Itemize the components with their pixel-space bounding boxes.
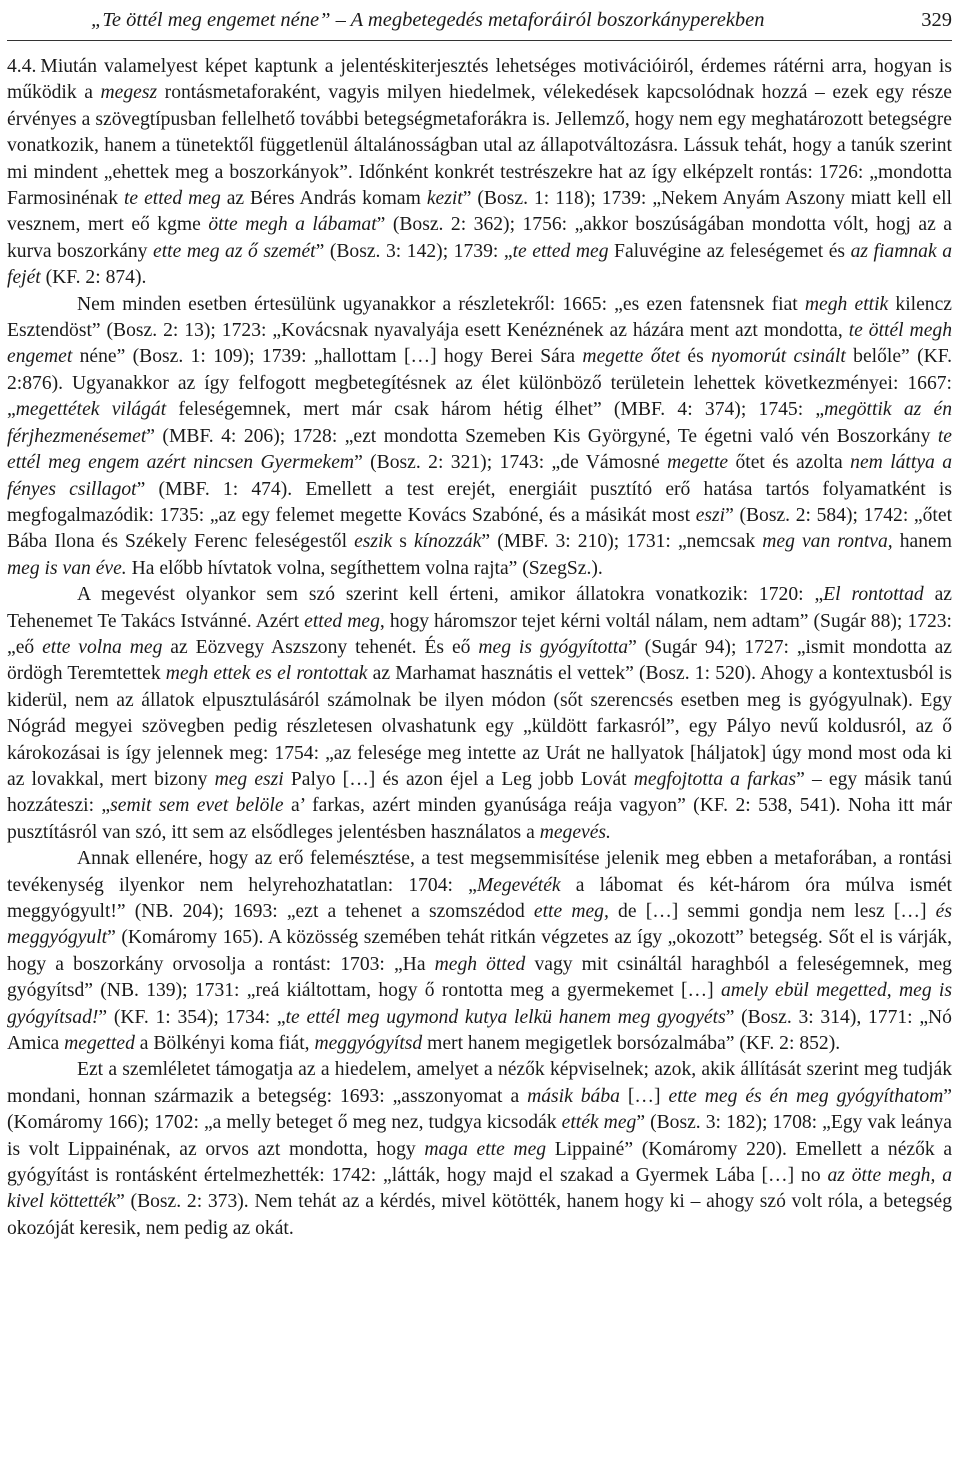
paragraph-3-emphasis: El rontottad [823,584,924,606]
paragraph-2-emphasis: megh ettik [804,293,889,315]
paragraph-4-emphasis: ette meg, [533,901,609,922]
paragraph-1-text: Időnként konkrét testrészekre hat az így elképzelt rontás: 1726: „mondotta Farmosinénak [7,161,952,210]
paragraph-1 [7,54,952,292]
running-header-title: „Te öttél meg engemet néne” – A megbetegedés metaforáiról boszorkányperekben [91,9,765,31]
paragraph-2-emphasis: meg van rontva, [762,531,893,553]
paragraph-2-emphasis: te ettél meg engem azért nincsen Gyermekem [7,425,952,474]
paragraph-1-emphasis: megesz [100,82,158,104]
paragraph-2-emphasis: nyomorút csinált [711,346,846,368]
paragraph-2-text: hanem [892,531,952,553]
paragraph-2-text: néne” (Bosz. 1: 109); 1739: „hallottam […] hogy Berei Sára [72,346,583,368]
paragraph-2-emphasis: eszi [695,504,726,526]
paragraph-1-text: ” (Bosz. 1: 118); 1739: „Nekem Anyám Aszony miatt kell ell vesznem, mert eő kgme [7,188,952,236]
paragraph-1-emphasis: az fiamnak a fejét [7,240,953,289]
paragraph-5-text: ” (Komáromy 166); 1702: „a melly beteget ő meg nez, tudgya kicsodák [7,1085,952,1134]
running-header [7,0,952,40]
paragraph-3-emphasis: meg eszi [214,768,284,790]
paragraph-5-emphasis: másik bába [527,1085,620,1107]
paragraph-2-text: ” (MBF. 1: 474). Emellett a test erejét, energiáit pusztító erő hatása tartós folyamatként is megfogalmazódik: 1735: „az egy felemet megette Kovács Szabóné, és a másikát most [7,478,952,526]
paragraph-2-text: őtet és azolta [728,452,851,474]
paragraph-2-emphasis: megettétek világát [15,399,167,421]
paragraph-1-emphasis: ette meg az ő szemét [153,240,316,262]
paragraph-3-text: , hogy háromszor tejet kérni voltál nálam, nem adtam” (Sugár 88); 1723: „eő [7,610,952,658]
paragraph-2-text: s [392,531,414,553]
paragraph-2-emphasis: meg is van éve. [7,557,127,579]
paragraph-5-emphasis: az ötte megh, a kivel köttették [7,1165,952,1213]
paragraph-4-emphasis: és meggyógyult [7,901,952,949]
paragraph-4-text: ” (KF. 1: 354); 1734: „ [98,1006,286,1028]
paragraph-3-emphasis: megh ettek es el rontottak [165,663,368,685]
paragraph-4-emphasis: amely ebül megetted, meg is gyógyítsad! [7,980,952,1028]
paragraph-3-emphasis: ette volna meg [42,636,163,658]
paragraph-5-text: ” (Bosz. 3: 182); 1708: „Egy vak leánya is volt Lippainénak, az orvos azt mondotta, hogy [7,1112,952,1160]
section-number: 4.4. [7,56,37,77]
paragraph-4-text: ” (Bosz. 3: 314), 1771: „Nó Amica [7,1006,952,1055]
paragraph-2-text: belőle” (KF. 2:876). Ugyanakkor az így felfogott megbetegítésnek az élet különböző területein lehettek következményei: 1667: „ [7,346,952,421]
paragraph-4-text: de […] semmi gondja nem lesz […] [608,901,936,922]
paragraph-3-emphasis: megevés. [539,821,611,843]
paragraph-5-text: […] [619,1085,669,1107]
paragraph-2-emphasis: megöttik az én férjhezmenésemet [7,399,952,447]
paragraph-5-emphasis: maga ette meg [424,1138,547,1160]
body-text [7,54,952,1242]
paragraph-1-emphasis: ötte megh a lábamat [208,214,377,236]
paragraph-2-emphasis: nem láttya a fényes csillagot [7,452,952,500]
paragraph-2-emphasis: te öttél megh engemet [7,320,952,368]
paragraph-4-text: a Bölkényi koma fiát, [134,1033,315,1055]
paragraph-3-text: A megevést olyankor sem szó szerint kell érteni, amikor állatokra vonatkozik: 1720: „ [77,584,824,606]
paragraph-3-emphasis: megfojtotta a farkas [633,768,797,790]
paragraph-2-text: Ha előbb hívtatok volna, segíthettem volna rajta” (SzegSz.). [126,557,603,579]
paragraph-1-text: rontásmetaforaként, vagyis milyen hiedelmek, vélekedések kapcsolódnak hozzá – ezek egy része érvényes a szövegtípusban fellelhető további betegségmetaforákra is. Jellemző, hogy nem egy meghatározott betegségre vonatkozik, hanem a tünetektől függetlenül általánosságban utal az állapotváltozásra. Lássuk tehát, hogy a tanúk szerint mi mindent „ehettek meg a boszorkányok”. [7,82,952,183]
header-rule [7,40,952,41]
paragraph-3-text: az Marhamat hasznátis el vettek” (Bosz. 1: 520). Ahogy a kontextusból is kiderül, nem az állatok elpusztulásáról számolnak be ilyen módon (sőt szerencsés esetben meg is gyógyulnak). Egy Nógrád megyei szövegben pedig részletesen olvashatunk egy „küldött farkasról”, egy Pályo nevű koldusról, az ő károkozásai is így jelennek meg: 1754: „az felesége meg intette az Urát ne hallyatok [háljatok] úgy mond most oda ki az lovakkal, mert bizony [7,663,952,790]
paragraph-5-text: ” (Bosz. 2: 373). Nem tehát az a kérdés, mivel kötötték, hanem hogy ki – ahogy szó volt róla, a betegség okozóját keresik, nem pedig az okát. [7,1191,952,1239]
paragraph-3-emphasis: semit sem evet belöle [110,795,284,817]
paragraph-3-emphasis: meg is gyógyította [478,636,629,658]
paragraph-4-text: vagy mit csináltál haraghból a feleségemnek, meg gyógyítsd” (NB. 139); 1731: „reá kiáltottam, hogy ő rontotta meg a gyermekemet […] [7,953,952,1002]
paragraph-1-emphasis: te etted meg [123,188,221,210]
paragraph-4-text: a lábomat és két-három óra múlva ismét meggyógyult!” (NB. 204); 1693: „ezt a tehenet a szomszédod [7,874,952,922]
paragraph-1-emphasis: te etted meg [512,240,609,262]
paragraph-3-text: az Eözvegy Aszszony tehenét. És eő [162,636,479,658]
paragraph-1-text: az Béres András komam [220,188,427,210]
paragraph-5-emphasis: ette meg és én meg gyógyíthatom [668,1085,944,1107]
paragraph-1-text: ” (Bosz. 3: 142); 1739: „ [315,240,513,262]
paragraph-5 [7,1057,952,1242]
paragraph-4 [7,846,952,1057]
paragraph-2-text: ” (Bosz. 2: 321); 1743: „de Vámosné [354,452,668,474]
paragraph-2-emphasis: kínozzák [413,531,482,553]
document-page [7,0,952,1242]
paragraph-4-emphasis: megetted [64,1033,135,1055]
paragraph-2-emphasis: eszik [354,531,393,553]
paragraph-2-emphasis: megette őtet [582,346,681,368]
paragraph-3-text: ” (Sugár 94); 1727: „ismit mondotta az ördögh Teremtettek [7,636,952,685]
paragraph-5-text: Ezt a szemléletet támogatja az a hiedelem, amelyet a nézők képviselnek; azok, akik állítását szerint meg tudják mondani, honnan származik a betegség: 1693: „asszonyomat a [7,1059,952,1107]
paragraph-2-text: ” (Bosz. 2: 584); 1742: „őtet Bába Ilona és Székely Ferenc feleségestől [7,504,953,553]
paragraph-2-emphasis: megette [667,452,729,474]
page-number: 329 [921,9,952,31]
paragraph-4-text: Annak ellenére, hogy az erő felemésztése, a test megsemmisítése jelenik meg ebben a metaforában, a rontási tevékenység ilyenkor nem helyrehozhatatlan: 1704: „ [7,848,952,896]
paragraph-2-text: ” (MBF. 4: 206); 1728: „ezt mondotta Szemeben Kis Györgyné, Te égetni való vén Boszorkány [146,425,938,447]
paragraph-2-text: kilencz Esztendöst” (Bosz. 2: 13); 1723: „Kovácsnak nyavalyája esett Kenéznének az házára ment azt mondotta, [7,293,952,342]
paragraph-3-text: az Tehenemet Te Takács Istvánné. Azért [7,584,952,632]
paragraph-1-emphasis: kezit [426,188,463,210]
paragraph-3-text: Palyo […] és azon éjel a Leg jobb Lovát [283,768,634,790]
paragraph-4-text: mert hanem megigetlek borsózalmába” (KF. 2: 852). [422,1033,841,1055]
paragraph-1-text: (KF. 2: 874). [40,267,147,289]
paragraph-4-emphasis: megh ötted [434,953,526,975]
paragraph-1-text: Faluvégine az feleségemet és [608,240,851,262]
paragraph-4-emphasis: te ettél meg ugymond kutya lelkü hanem meg gyogyéts [285,1006,726,1028]
paragraph-1-text: ” (Bosz. 2: 362); 1756: „akkor boszúságában mondotta vólt, hogj az a kurva boszorkány [7,214,952,262]
paragraph-4-emphasis: meggyógyítsd [314,1033,423,1055]
paragraph-4-emphasis: Megevéték [476,874,561,896]
paragraph-1-text: Miután valamelyest képet kaptunk a jelentéskiterjesztés lehetséges motivációiról, érdemes rátérni arra, hogyan is működik a [7,56,952,104]
paragraph-5-emphasis: ették meg [561,1112,637,1134]
paragraph-2-text: feleségemnek, mert már csak három hétig élhet” (MBF. 4: 374); 1745: „ [166,399,825,421]
paragraph-2-text: és [680,346,712,368]
paragraph-3 [7,582,952,846]
paragraph-2-text: ” (MBF. 3: 210); 1731: „nemcsak [481,531,763,553]
paragraph-5-text: Lippainé” (Komáromy 220). Emellett a nézők a gyógyítást is rontásként értelmezhették: 1742: „látták, hogy majd el szakad a Gyermek Lába […] no [7,1138,953,1187]
paragraph-2-text: Nem minden esetben értesülünk ugyanakkor a részletekről: 1665: „es ezen fatensnek fiat [77,293,805,315]
paragraph-2 [7,292,952,582]
paragraph-3-text: ” – egy másik tanú hozzáteszi: „ [7,768,953,817]
paragraph-3-text: a’ farkas, azért minden gyanúsága reája vagyon” (KF. 2: 538, 541). Noha itt már pusztításról van szó, itt sem az elsődleges jelentésben használatos a [7,795,952,843]
paragraph-4-text: ” (Komáromy 165). A közösség szemében tehát ritkán végzetes az így „okozott” betegség. Sőt el is várják, hogy a boszorkány orvosolja a rontást: 1703: „Ha [7,927,952,975]
paragraph-3-emphasis: etted meg [304,610,380,632]
